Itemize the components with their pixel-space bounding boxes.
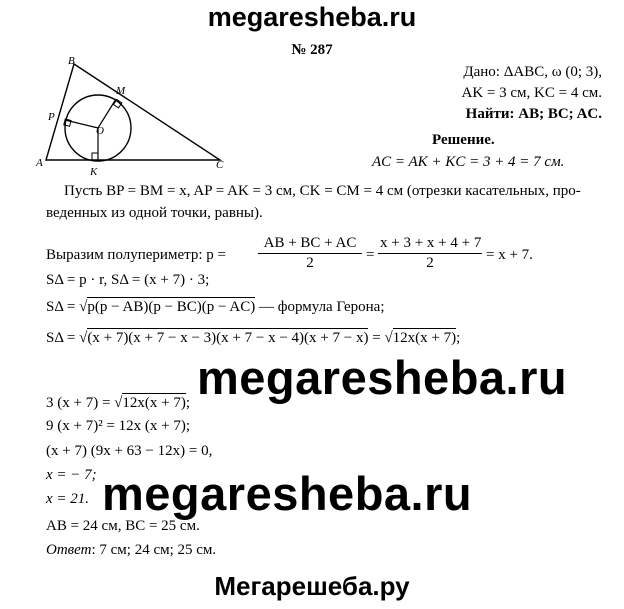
semi-frac1-num: AB + BC + AC <box>258 235 362 254</box>
equation-4: x = − 7; <box>46 467 97 483</box>
heron-line <box>46 299 385 316</box>
given-line-1: Дано: ΔABC, ω (0; 3), <box>463 64 602 80</box>
label-b: B <box>68 55 75 67</box>
sqrt-symbol: √ <box>114 395 123 411</box>
area2-prefix: SΔ = <box>46 330 76 346</box>
area2-sqrt2: 12x(x + 7) <box>392 330 457 346</box>
equation-3: (x + 7) (9x + 63 − 12x) = 0, <box>46 443 213 459</box>
solution-title: Решение. <box>432 132 495 148</box>
given-line-2: AK = 3 см, KC = 4 см. <box>461 85 602 101</box>
answer-label: Ответ <box>46 542 92 558</box>
radius-om <box>98 99 116 128</box>
semi-fraction-1 <box>258 235 362 272</box>
problem-number: № 287 <box>291 42 333 58</box>
line-let-1: Пусть BP = BM = x, AP = AK = 3 см, CK = CM = 4 см (отрезки касательных, про- <box>64 183 581 199</box>
label-p: P <box>48 111 55 123</box>
label-k: K <box>90 166 98 178</box>
right-angle-k <box>92 153 98 160</box>
sqrt-symbol: √ <box>79 330 88 346</box>
eq1-end: ; <box>185 395 191 411</box>
equation-5: x = 21. <box>46 491 90 507</box>
answer-line <box>46 542 216 559</box>
label-c: C <box>216 159 224 171</box>
equation-2: 9 (x + 7)² = 12x (x + 7); <box>46 418 191 434</box>
area2-eq: = <box>372 330 381 346</box>
watermark-2: megaresheba.ru <box>102 467 473 520</box>
label-o: O <box>96 125 104 137</box>
area-line-2 <box>46 330 460 347</box>
line-ac: AC = AK + KC = 3 + 4 = 7 см. <box>372 154 565 170</box>
heron-sqrt: p(p − AB)(p − BC)(p − AC) <box>87 299 256 315</box>
heron-prefix: SΔ = <box>46 299 76 315</box>
site-header: megaresheba.ru <box>207 2 417 32</box>
answer-text: : 7 см; 24 см; 25 см. <box>91 542 217 558</box>
semi-fraction-2 <box>378 235 482 272</box>
result-line: AB = 24 см, BC = 25 см. <box>46 518 200 534</box>
semi-frac1-den: 2 <box>306 255 314 271</box>
area-line-1: SΔ = p · r, SΔ = (x + 7) · 3; <box>46 272 210 288</box>
eq1-prefix: 3 (x + 7) = <box>46 395 111 411</box>
sqrt-symbol: √ <box>384 330 393 346</box>
semi-prefix: Выразим полупериметр: p = <box>46 247 226 263</box>
semi-frac2-num: x + 3 + x + 4 + 7 <box>378 235 482 254</box>
given-line-3: Найти: AB; BC; AC. <box>465 106 602 122</box>
label-m: M <box>116 85 126 97</box>
equation-1 <box>46 395 190 412</box>
watermark-1: megaresheba.ru <box>197 351 568 404</box>
triangle-abc <box>46 64 220 160</box>
triangle-diagram <box>30 54 240 178</box>
label-a: A <box>36 157 43 169</box>
eq1-sqrt: 12x(x + 7) <box>122 395 186 411</box>
footer: Мегарешеба.ру <box>214 571 410 601</box>
sqrt-symbol: √ <box>79 299 88 315</box>
area2-sqrt: (x + 7)(x + 7 − x − 3)(x + 7 − x − 4)(x + 7 − x) <box>87 330 369 346</box>
line-let-2: веденных из одной точки, равны). <box>46 205 263 221</box>
area2-end: ; <box>456 330 461 346</box>
semi-frac2-den: 2 <box>426 255 434 271</box>
heron-suffix: — формула Герона; <box>259 299 385 315</box>
semi-result: = x + 7. <box>486 247 533 263</box>
semi-eq: = <box>366 247 375 263</box>
